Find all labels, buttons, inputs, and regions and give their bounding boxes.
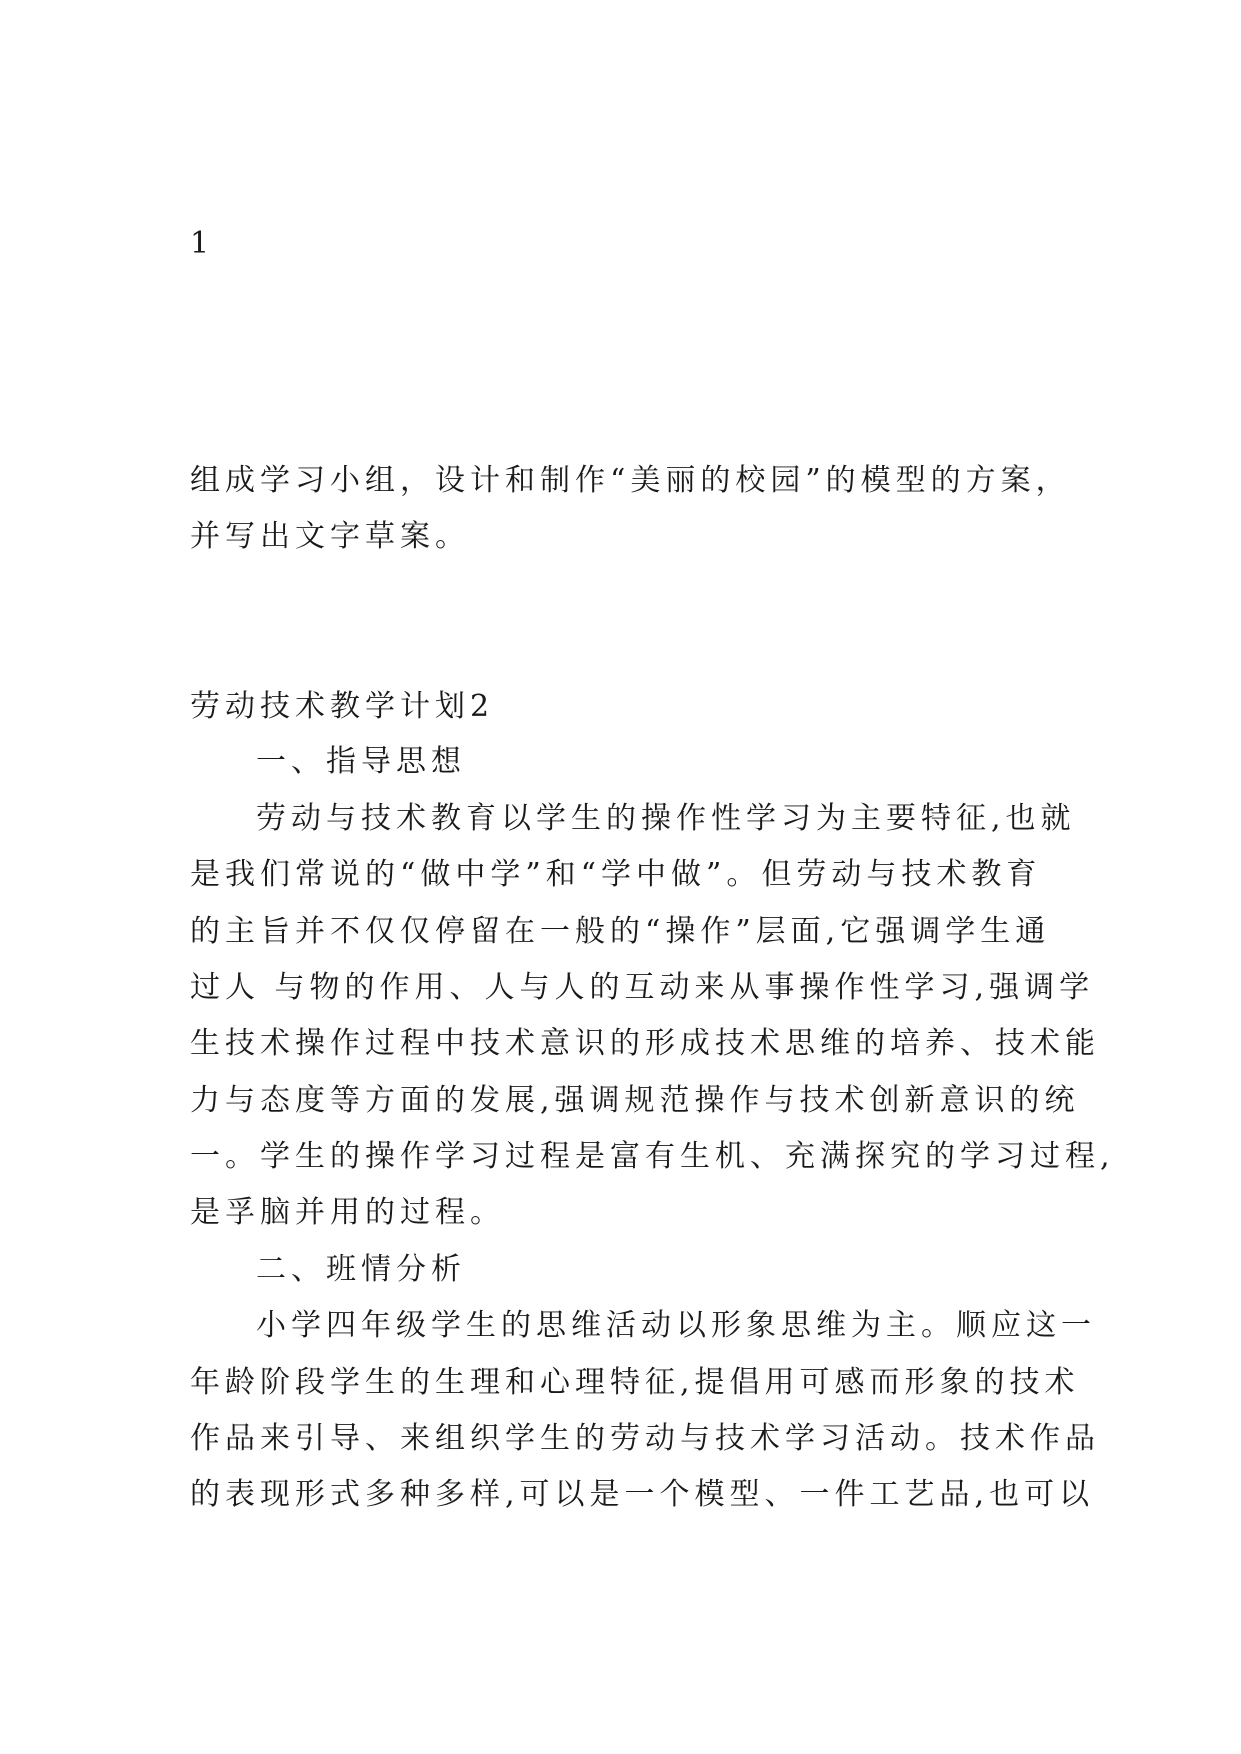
- paragraph-line: 劳动与技术教育以学生的操作性学习为主要特征,也就: [256, 801, 1076, 836]
- paragraph-line: 一。学生的操作学习过程是富有生机、充满探究的学习过程,: [190, 1139, 1115, 1174]
- paragraph-line: 是我们常说的“做中学”和“学中做”。但劳动与技术教育: [190, 857, 1042, 892]
- paragraph-line: 生技术操作过程中技术意识的形成技术思维的培养、技术能: [190, 1026, 1100, 1061]
- paragraph-line: 力与态度等方面的发展,强调规范操作与技术创新意识的统: [190, 1083, 1080, 1118]
- text-line: 组成学习小组，设计和制作“美丽的校园”的模型的方案，: [190, 463, 1071, 498]
- heading-class-analysis: 二、班情分析: [256, 1252, 466, 1287]
- paragraph-line: 的主旨并不仅仅停留在一般的“操作”层面,它强调学生通: [190, 914, 1051, 949]
- page-number: 1: [190, 226, 210, 261]
- paragraph-line: 过人 与物的作用、人与人的互动来从事操作性学习,强调学: [190, 970, 1095, 1005]
- paragraph-line: 是孚脑并用的过程。: [190, 1195, 505, 1230]
- heading-guiding-ideology: 一、指导思想: [256, 744, 466, 779]
- paragraph-line: 小学四年级学生的思维活动以形象思维为主。顺应这一: [256, 1308, 1096, 1343]
- paragraph-line: 年龄阶段学生的生理和心理特征,提倡用可感而形象的技术: [190, 1365, 1080, 1400]
- paragraph-line: 作品来引导、来组织学生的劳动与技术学习活动。技术作品: [190, 1421, 1100, 1456]
- section-title: 劳动技术教学计划2: [190, 689, 495, 724]
- paragraph-line: 的表现形式多种多样,可以是一个模型、一件工艺品,也可以: [190, 1477, 1095, 1512]
- text-line: 并写出文字草案。: [190, 519, 470, 554]
